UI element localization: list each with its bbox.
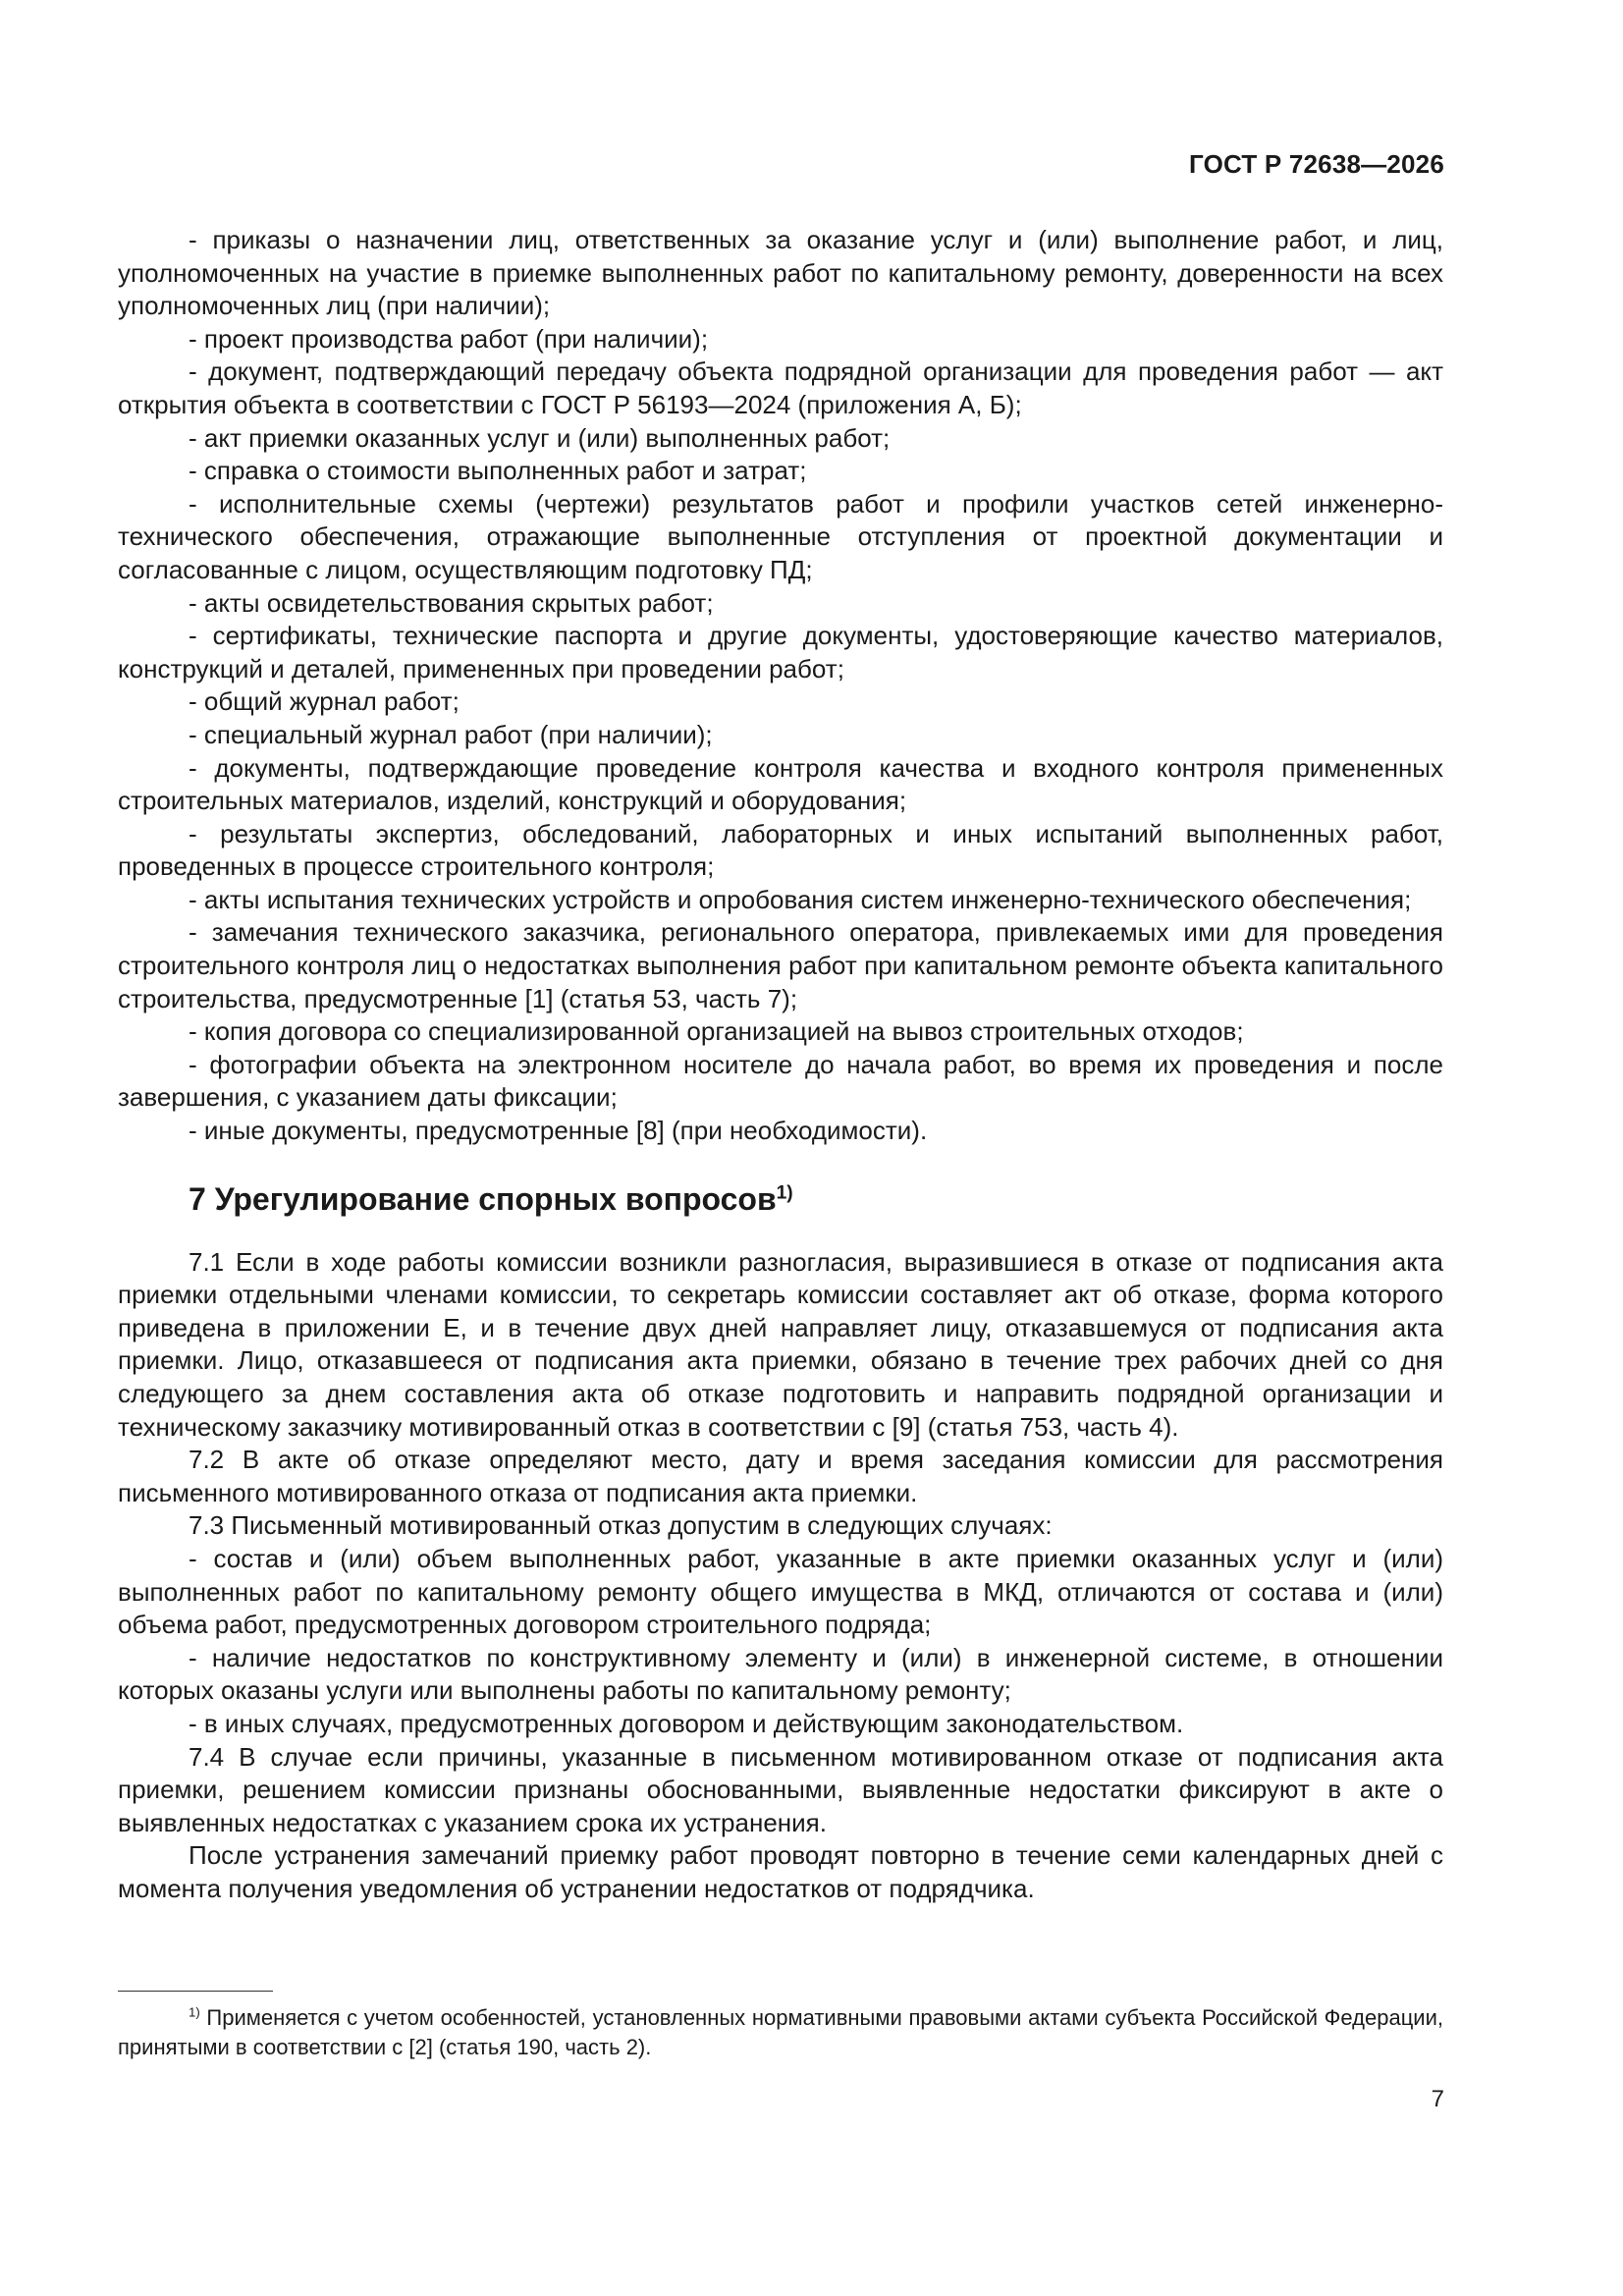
list-item: - иные документы, предусмотренные [8] (при необходимости). [189, 1116, 928, 1146]
list-item: - в иных случаях, предусмотренных договором и действующим законодательством. [189, 1708, 1184, 1738]
list-item: - фотографии объекта на электронном носителе до начала работ, во время их проведения и после завершения, с указанием даты фиксации; [118, 1049, 1443, 1113]
paragraph-7-2: 7.2 В акте об отказе определяют место, дату и время заседания комиссии для рассмотрения письменного мотивированного отказа от подписания акта приемки. [118, 1445, 1443, 1507]
list-item: - сертификаты, технические паспорта и другие документы, удостоверяющие качество материалов, конструкций и деталей, примененных при проведении работ; [118, 621, 1443, 683]
list-item: - акты испытания технических устройств и опробования систем инженерно-технического обеспечения; [189, 884, 1412, 914]
list-item: - общий журнал работ; [189, 686, 460, 717]
list-item: - проект производства работ (при наличии); [189, 323, 709, 354]
footnote-text: Применяется с учетом особенностей, установленных нормативными правовыми актами субъекта Российской Федерации, принятыми в соответствии с [2] (статья 190, часть 2). [118, 2005, 1443, 2059]
list-item: - документы, подтверждающие проведение контроля качества и входного контроля примененных строительных материалов, изделий, конструкций и оборудования; [118, 752, 1443, 816]
list-item: - специальный журнал работ (при наличии); [189, 719, 713, 749]
paragraph-7-4: 7.4 В случае если причины, указанные в письменном мотивированном отказе от подписания акта приемки, решением комиссии признаны обоснованными, выявленные недостатки фиксируют в акте о выявленных недостатках с указанием срока их устранения. [118, 1741, 1443, 1837]
paragraph: После устранения замечаний приемку работ проводят повторно в течение семи календарных дней с момента получения уведомления об устранении недостатков от подрядчика. [118, 1840, 1443, 1903]
main-content [118, 224, 1443, 1906]
list-item: - акт приемки оказанных услуг и (или) выполненных работ; [189, 422, 891, 453]
list-item: - приказы о назначении лиц, ответственных за оказание услуг и (или) выполнение работ, и лиц, уполномоченных на участие в приемке выполненных работ по капитальному ремонту, доверенности на всех уполномоченных лиц (при наличии); [118, 225, 1443, 321]
footnote [118, 2003, 1443, 2062]
footnote-mark: 1) [776, 1181, 793, 1203]
footnote-mark: 1) [189, 2004, 200, 2020]
footnote-divider [118, 1991, 273, 1992]
list-item: - замечания технического заказчика, регионального оператора, привлекаемых ими для проведения строительного контроля лиц о недостатках выполнения работ при капитальном ремонте объекта капитального строительства, предусмотренные [1] (статья 53, часть 7); [118, 917, 1443, 1013]
list-item: - акты освидетельствования скрытых работ; [189, 587, 714, 618]
section-title: 7 Урегулирование спорных вопросов [189, 1180, 777, 1217]
list-item: - копия договора со специализированной организацией на вывоз строительных отходов; [189, 1016, 1244, 1047]
list-item: - исполнительные схемы (чертежи) результатов работ и профили участков сетей инженерно-технического обеспечения, отражающие выполненные отступления от проектной документации и согласованные с лицом, осуществляющим подготовку ПД; [118, 488, 1443, 584]
list-item: - состав и (или) объем выполненных работ, указанные в акте приемки оказанных услуг и (или) выполненных работ по капитальному ремонту общего имущества в МКД, отличаются от состава и (или) объема работ, предусмотренных договором строительного подряда; [118, 1543, 1443, 1640]
paragraph-7-1: 7.1 Если в ходе работы комиссии возникли разногласия, выразившиеся в отказе от подписания акта приемки отдельными членами комиссии, то секретарь комиссии составляет акт об отказе, форма которого приведена в приложении Е, и в течение двух дней направляет лицу, отказавшемуся от подписания акта приемки. Лицо, отказавшееся от подписания акта приемки, обязано в течение трех рабочих дней со дня следующего за днем составления акта об отказе подготовить и направить подрядной организации и техническому заказчику мотивированный отказ в соответствии с [9] (статья 753, часть 4). [118, 1246, 1443, 1442]
list-item: - справка о стоимости выполненных работ и затрат; [189, 456, 807, 486]
section-body [118, 1246, 1443, 1906]
document-list [118, 224, 1443, 1148]
list-item: - результаты экспертиз, обследований, лабораторных и иных испытаний выполненных работ, проведенных в процессе строительного контроля; [118, 818, 1443, 882]
page-number: 7 [1431, 2086, 1444, 2112]
document-code: ГОСТ Р 72638—2026 [1189, 149, 1444, 179]
paragraph-7-3: 7.3 Письменный мотивированный отказ допустим в следующих случаях: [189, 1510, 1053, 1541]
section-heading [189, 1179, 1443, 1219]
list-item: - наличие недостатков по конструктивному элементу и (или) в инженерной системе, в отношении которых оказаны услуги или выполнены работы по капитальному ремонту; [118, 1642, 1443, 1706]
list-item: - документ, подтверждающий передачу объекта подрядной организации для проведения работ — акт открытия объекта в соответствии с ГОСТ Р 56193—2024 (приложения А, Б); [118, 356, 1443, 419]
